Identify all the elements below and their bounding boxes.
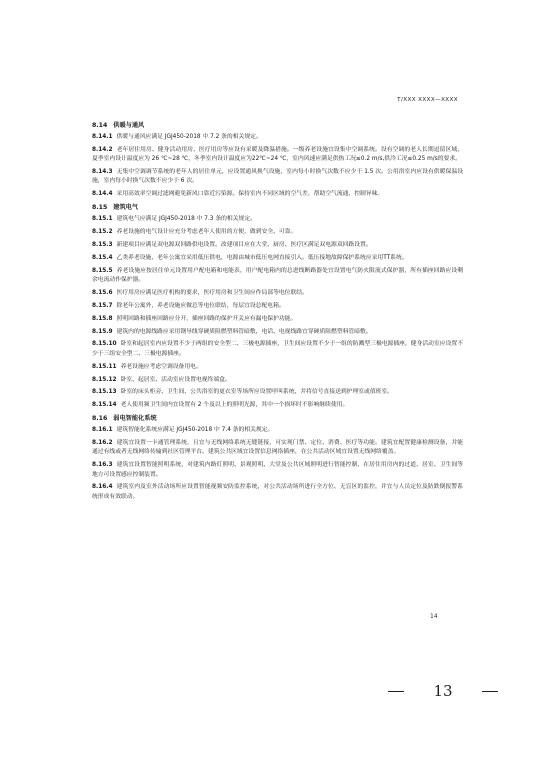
clause-paragraph (92, 215, 463, 224)
clause-number: 8.15.9 (92, 328, 113, 335)
clause-paragraph (92, 168, 463, 187)
clause-number: 8.14.2 (92, 146, 113, 153)
clause-text: 新建项目应满足双电源双回路供电设置。改建项目应在大堂、厨房、医疗区满足双电源双回路设置。 (116, 241, 372, 248)
section-number: 8.14 (92, 122, 108, 129)
clause-number: 8.15.12 (92, 376, 117, 383)
clause-paragraph (92, 133, 463, 142)
clause-text: 供暖与通风应满足 JGJ450-2018 中 7.2 条的相关规定。 (116, 134, 262, 140)
clause-paragraph (92, 340, 463, 359)
clause-paragraph (92, 254, 463, 263)
section-heading (92, 203, 463, 212)
clause-paragraph (92, 241, 463, 250)
clause-text: 老年居住用房、健身活动用房、医疗用房等应设有采暖及降温措施。一级养老设施宜设集中空调系统。设有空调的老人长期逗留区域，夏季室内设计温度应为 26 ℃~28 ℃，冬季室内设计温度应为22℃~24 ℃，室内风速应满足供热工况≤0.2 m/s,供冷工况≤0.25 m/s的要求。 (92, 146, 463, 163)
clause-text: 养老设施应按居住单元设置用户配电箱和电能表，用户配电箱内的总进线断路器处宜设置电气防火限流式保护器，所有插座回路应设剩余电流动作保护器。 (92, 267, 463, 284)
clause-paragraph (92, 289, 463, 298)
section-title: 供暖与通风 (113, 122, 145, 129)
clause-number: 8.14.1 (92, 134, 113, 140)
clause-text: 卧室的床头柜旁、卫生间、公共浴室的更衣室等场所应设置呼叫系统，并将信号直接送到护理室或值班室。 (120, 389, 394, 396)
clause-text: 建筑室内及室外活动场所应设置智能视频安防监控系统，对公共活动场所进行全方位、无盲区的监控，并宜与人员定位及防跌倒报警系统形成有效联动。 (92, 484, 463, 500)
clause-text: 建筑宜设置智能照明系统，对建筑内路灯照明、景观照明、大堂及公共区域照明进行智能控制，在居住用房内的过道、居室、卫生间等地方可设置感应控制装置。 (92, 462, 463, 478)
clause-number: 8.15.8 (92, 315, 113, 322)
clause-paragraph (92, 363, 463, 372)
clause-number: 8.15.3 (92, 241, 113, 248)
clause-number: 8.14.4 (92, 191, 113, 198)
clause-text: 建筑内的电源线路应采用钢导线穿硬质阻燃塑料管暗敷，电话、电视线路宜穿硬质阻燃塑料管暗敷。 (116, 328, 372, 335)
page-footer (388, 682, 498, 700)
clause-paragraph (92, 267, 463, 286)
clause-text: 建筑电气应满足 JGJ450-2018 中 7.3 条的相关规定。 (116, 216, 256, 223)
footer-dash-right (482, 691, 498, 692)
clause-text: 养老设施应考虑空调设备用电。 (120, 363, 202, 370)
section-title: 建筑电气 (113, 204, 139, 212)
footer-dash-left (388, 691, 404, 692)
section-heading (92, 414, 463, 423)
clause-text: 医疗用房应满足医疗机构的要求，医疗用房和卫生间应作局部等电位联结。 (116, 289, 308, 296)
clause-paragraph (92, 439, 463, 458)
clause-number: 8.15.4 (92, 254, 113, 261)
page-number: 13 (433, 682, 453, 700)
clause-paragraph (92, 426, 463, 435)
clause-number: 8.15.2 (92, 229, 113, 236)
clause-text: 老人使用频卫生间内宜设置有 2 个及以上的照明光源，其中一个损坏时不影响继续使用。 (120, 402, 349, 409)
clause-number: 8.16.3 (92, 462, 113, 469)
clause-number: 8.15.11 (92, 363, 117, 370)
clause-text: 建筑宜设置一卡通管理系统，且宜与无线网络系统无缝链接，可实现门禁、定位、消费、医疗等功能。建筑宜配置健康检测设备，并能通过有线或者无线网络传输到社区管理平台。建筑公共区域宜设置信息网络插座，在公共活动区域宜设置无线网络覆盖。 (92, 440, 463, 456)
clause-number: 8.15.10 (92, 341, 117, 348)
clause-number: 8.15.14 (92, 402, 117, 409)
clause-text: 卧室和起居室内应设置不少于两组的安全型二、三极电源插座，卫生间应设置不少于一组的防溅型三极电源插座，健身活动室应设置不少于三组安全型二、三极电源插座。 (92, 341, 463, 357)
clause-paragraph (92, 461, 463, 480)
clause-number: 8.15.5 (92, 267, 113, 274)
clause-text: 养老设施的电气设计应充分考虑老年人使用的方便，做到安全、可靠。 (116, 229, 297, 236)
clause-text: 除老年公寓外，养老设施应做总等电位联结，每层宜设总配电箱。 (116, 302, 285, 309)
clause-paragraph (92, 146, 463, 165)
clause-paragraph (92, 302, 463, 311)
clause-paragraph (92, 328, 463, 337)
clause-paragraph (92, 401, 463, 410)
clause-text: 乙类养老设施、老年公寓宜采用低压供电，电源由城市低压电网直接引入。低压接地故障保护系统应采用TT系统。 (116, 254, 408, 261)
clause-text: 照明回路和插座回路应分开，插座回路的保护开关应有漏电保护功能。 (116, 315, 297, 322)
section-title: 弱电智能化系统 (113, 415, 157, 423)
clause-text: 卧室、起居室、活动室应设置电视终端盒。 (120, 376, 231, 383)
clause-number: 8.16.2 (92, 440, 113, 447)
clause-paragraph (92, 388, 463, 397)
clause-number: 8.15.7 (92, 302, 113, 309)
section-number: 8.15 (92, 204, 108, 212)
clause-paragraph (92, 315, 463, 324)
clause-number: 8.16.1 (92, 427, 113, 434)
clause-text: 采用高效率空调过滤网避免新风口靠近污染源。保持室内不同区域的空气差，帮助空气流通，控制异味。 (116, 191, 384, 198)
clause-number: 8.15.6 (92, 289, 113, 296)
inner-page-number: 14 (430, 613, 438, 620)
document-body (92, 118, 463, 506)
clause-paragraph (92, 228, 463, 237)
section-number: 8.16 (92, 415, 108, 423)
clause-text: 建筑智能化系统应满足 JGJ450-2018 中 7.4 条的相关规定。 (116, 427, 274, 434)
clause-number: 8.14.3 (92, 169, 113, 176)
clause-paragraph (92, 190, 463, 199)
clause-number: 8.15.13 (92, 389, 117, 396)
clause-number: 8.16.4 (92, 484, 113, 491)
clause-paragraph (92, 376, 463, 385)
section-heading (92, 121, 463, 130)
document-code: T/XXX XXXX—XXXX (397, 97, 458, 103)
clause-paragraph (92, 483, 463, 502)
clause-text: 无集中空调调节系统的老年人的居住单元，应设置通风换气设施，室内每小时换气次数不应少于 1.5 次。公用浴室内应设有供暖保温设施，室内每小时换气次数不应少于 6 次。 (92, 169, 463, 185)
clause-number: 8.15.1 (92, 216, 113, 223)
